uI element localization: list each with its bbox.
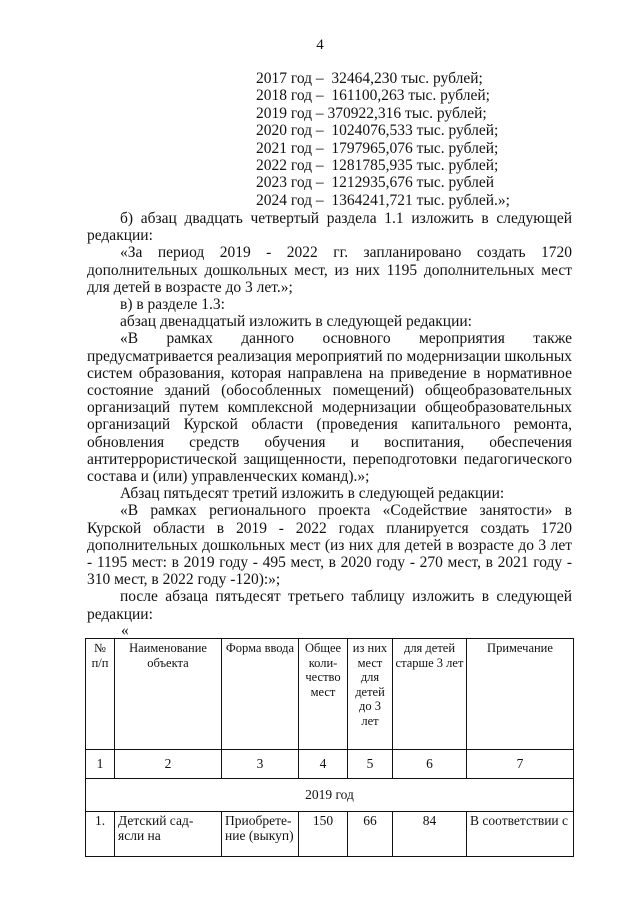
year-line: 2021 год – 1797965,076 тыс. рублей; xyxy=(256,139,499,157)
column-number: 2 xyxy=(115,750,222,779)
paragraph-quote-modernization: «В рамках данного основного мероприятия также предусматривается реализация мероприятий по модернизации школьных систем образования, которая направлена на приведение в нормативное состояние зданий (обособленных помещений) общеобразовательных организаций путем комплексной модернизации общеобразовательных организаций Курской области (проведения капитального ремонта, обновления средств обучения и воспитания, обеспечения антитеррористической защищенности, переподготовки педагогического состава и (или) управленческих команд).»; xyxy=(87,330,572,486)
cell-form: Приобрете-ние (выкуп) xyxy=(222,812,299,857)
year-line: 2022 год – 1281785,935 тыс. рублей; xyxy=(256,157,499,175)
header-cell: Наименование объекта xyxy=(115,639,222,750)
year-line: 2019 год – 370922,316 тыс. рублей; xyxy=(256,104,487,122)
header-cell: Форма ввода xyxy=(222,639,299,750)
year-line: 2023 год – 1212935,676 тыс. рублей xyxy=(256,174,494,192)
year-line: 2018 год – 161100,263 тыс. рублей; xyxy=(256,87,490,105)
column-number: 6 xyxy=(393,750,467,779)
funding-by-year-list xyxy=(256,70,510,209)
cell-num: 1. xyxy=(86,812,115,857)
header-cell: № п/п xyxy=(86,639,115,750)
header-cell: Общее коли-чество мест xyxy=(299,639,348,750)
column-number-row xyxy=(86,750,574,779)
year-section-label: 2019 год xyxy=(86,779,574,812)
column-number: 7 xyxy=(467,750,574,779)
objects-table xyxy=(85,638,574,857)
opening-quote: « xyxy=(121,622,129,639)
column-number: 4 xyxy=(299,750,348,779)
column-number: 3 xyxy=(222,750,299,779)
paragraph-twelfth: абзац двенадцатый изложить в следующей редакции: xyxy=(120,313,472,331)
cell-name: Детский сад-ясли на xyxy=(115,812,222,857)
cell-over3: 84 xyxy=(393,812,467,857)
column-number: 1 xyxy=(86,750,115,779)
year-section-row xyxy=(86,779,574,812)
year-line: 2024 год – 1364241,721 тыс. рублей.»; xyxy=(256,191,510,209)
year-line: 2017 год – 32464,230 тыс. рублей; xyxy=(256,70,483,87)
header-cell: Примечание xyxy=(467,639,574,750)
paragraph-quote-places: «За период 2019 - 2022 гг. запланировано создать 1720 дополнительных дошкольных мест, из них 1195 дополнительных мест для детей в возрасте до 3 лет.»; xyxy=(87,244,572,296)
year-line: 2020 год – 1024076,533 тыс. рублей; xyxy=(256,122,499,140)
table-header-row xyxy=(86,639,574,750)
paragraph-quote-employment: «В рамках регионального проекта «Содействие занятости» в Курской области в 2019 - 2022 годах планируется создать 1720 дополнительных дошкольных мест (из них для детей в возрасте до 3 лет - 1195 мест: в 2019 году - 495 мест, в 2020 году - 270 мест, в 2021 году - 310 мест, в 2022 году -120):»; xyxy=(87,502,572,589)
document-body xyxy=(87,210,572,623)
column-number: 5 xyxy=(348,750,393,779)
paragraph-v: в) в разделе 1.3: xyxy=(120,296,225,314)
cell-note: В соответствии с xyxy=(467,812,574,857)
header-cell: из них мест для детей до 3 лет xyxy=(348,639,393,750)
table-row xyxy=(86,812,574,857)
header-cell: для детей старше 3 лет xyxy=(393,639,467,750)
paragraph-after-table: после абзаца пятьдесят третьего таблицу изложить в следующей редакции: xyxy=(87,588,572,623)
paragraph-b: б) абзац двадцать четвертый раздела 1.1 изложить в следующей редакции: xyxy=(87,210,572,245)
page-number: 4 xyxy=(316,37,324,53)
cell-total: 150 xyxy=(299,812,348,857)
paragraph-fifty-third: Абзац пятьдесят третий изложить в следующей редакции: xyxy=(120,485,505,503)
cell-under3: 66 xyxy=(348,812,393,857)
